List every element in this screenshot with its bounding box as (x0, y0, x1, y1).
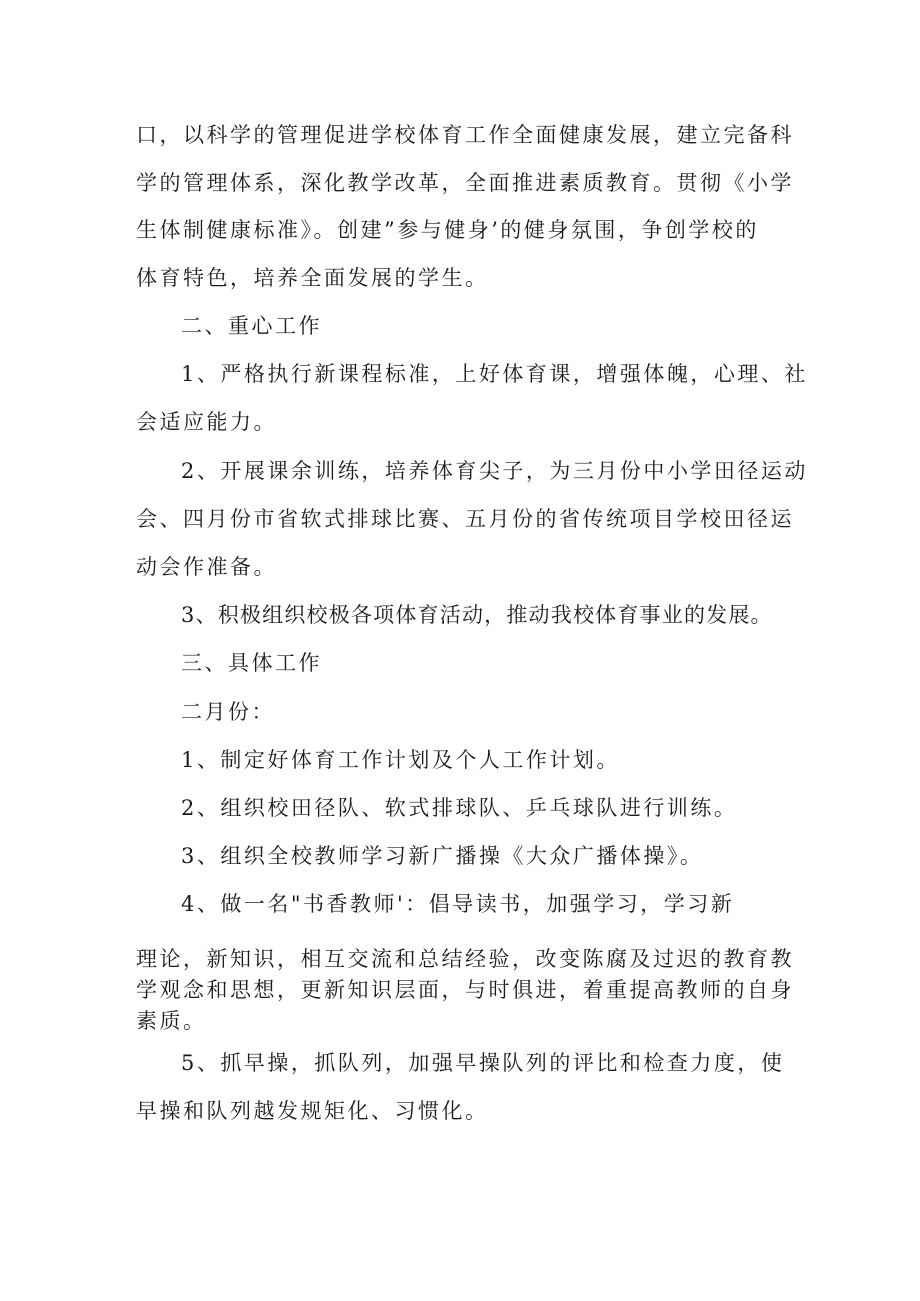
list-item: 5、抓早操，抓队列，加强早操队列的评比和检查力度，使 (181, 1051, 785, 1075)
paragraph-line: 2、开展课余训练，培养体育尖子，为三月份中小学田径运动 (181, 459, 808, 483)
paragraph-line: 素质。 (136, 1009, 207, 1033)
paragraph-line: 1、严格执行新课程标准，上好体育课，增强体魄，心理、社 (181, 362, 808, 386)
paragraph-line: 学观念和思想，更新知识层面，与时俱进，着重提高教师的自身 (136, 978, 794, 1002)
list-item: 4、做一名"书香教师'：倡导读书，加强学习，学习新 (181, 892, 735, 916)
section-heading: 二、重心工作 (181, 314, 322, 338)
paragraph-line: 口，以科学的管理促进学校体育工作全面健康发展，建立完备科 (136, 123, 794, 147)
section-heading: 三、具体工作 (181, 651, 322, 675)
paragraph-line: 理论，新知识，相互交流和总结经验，改变陈腐及过迟的教育教 (136, 947, 794, 971)
month-heading: 二月份： (181, 700, 275, 724)
paragraph-line: 生体制健康标准》。创建”参与健身’的健身氛围，争创学校的 (136, 218, 759, 242)
paragraph-line: 学的管理体系，深化教学改革，全面推进素质教育。贯彻《小学 (136, 171, 794, 195)
paragraph-line: 会、四月份市省软式排球比赛、五月份的省传统项目学校田径运 (136, 507, 794, 531)
list-item: 2、组织校田径队、软式排球队、乒乓球队进行训练。 (181, 796, 738, 820)
list-item: 3、组织全校教师学习新广播操《大众广播体操》。 (181, 844, 704, 868)
paragraph-line: 早操和队列越发规矩化、习惯化。 (136, 1099, 489, 1123)
paragraph-line: 体育特色，培养全面发展的学生。 (136, 266, 489, 290)
paragraph-line: 会适应能力。 (136, 410, 277, 434)
paragraph-line: 3、积极组织校极各项体育活动，推动我校体育事业的发展。 (181, 603, 773, 627)
paragraph-line: 动会作准备。 (136, 555, 277, 579)
list-item: 1、制定好体育工作计划及个人工作计划。 (181, 748, 620, 772)
